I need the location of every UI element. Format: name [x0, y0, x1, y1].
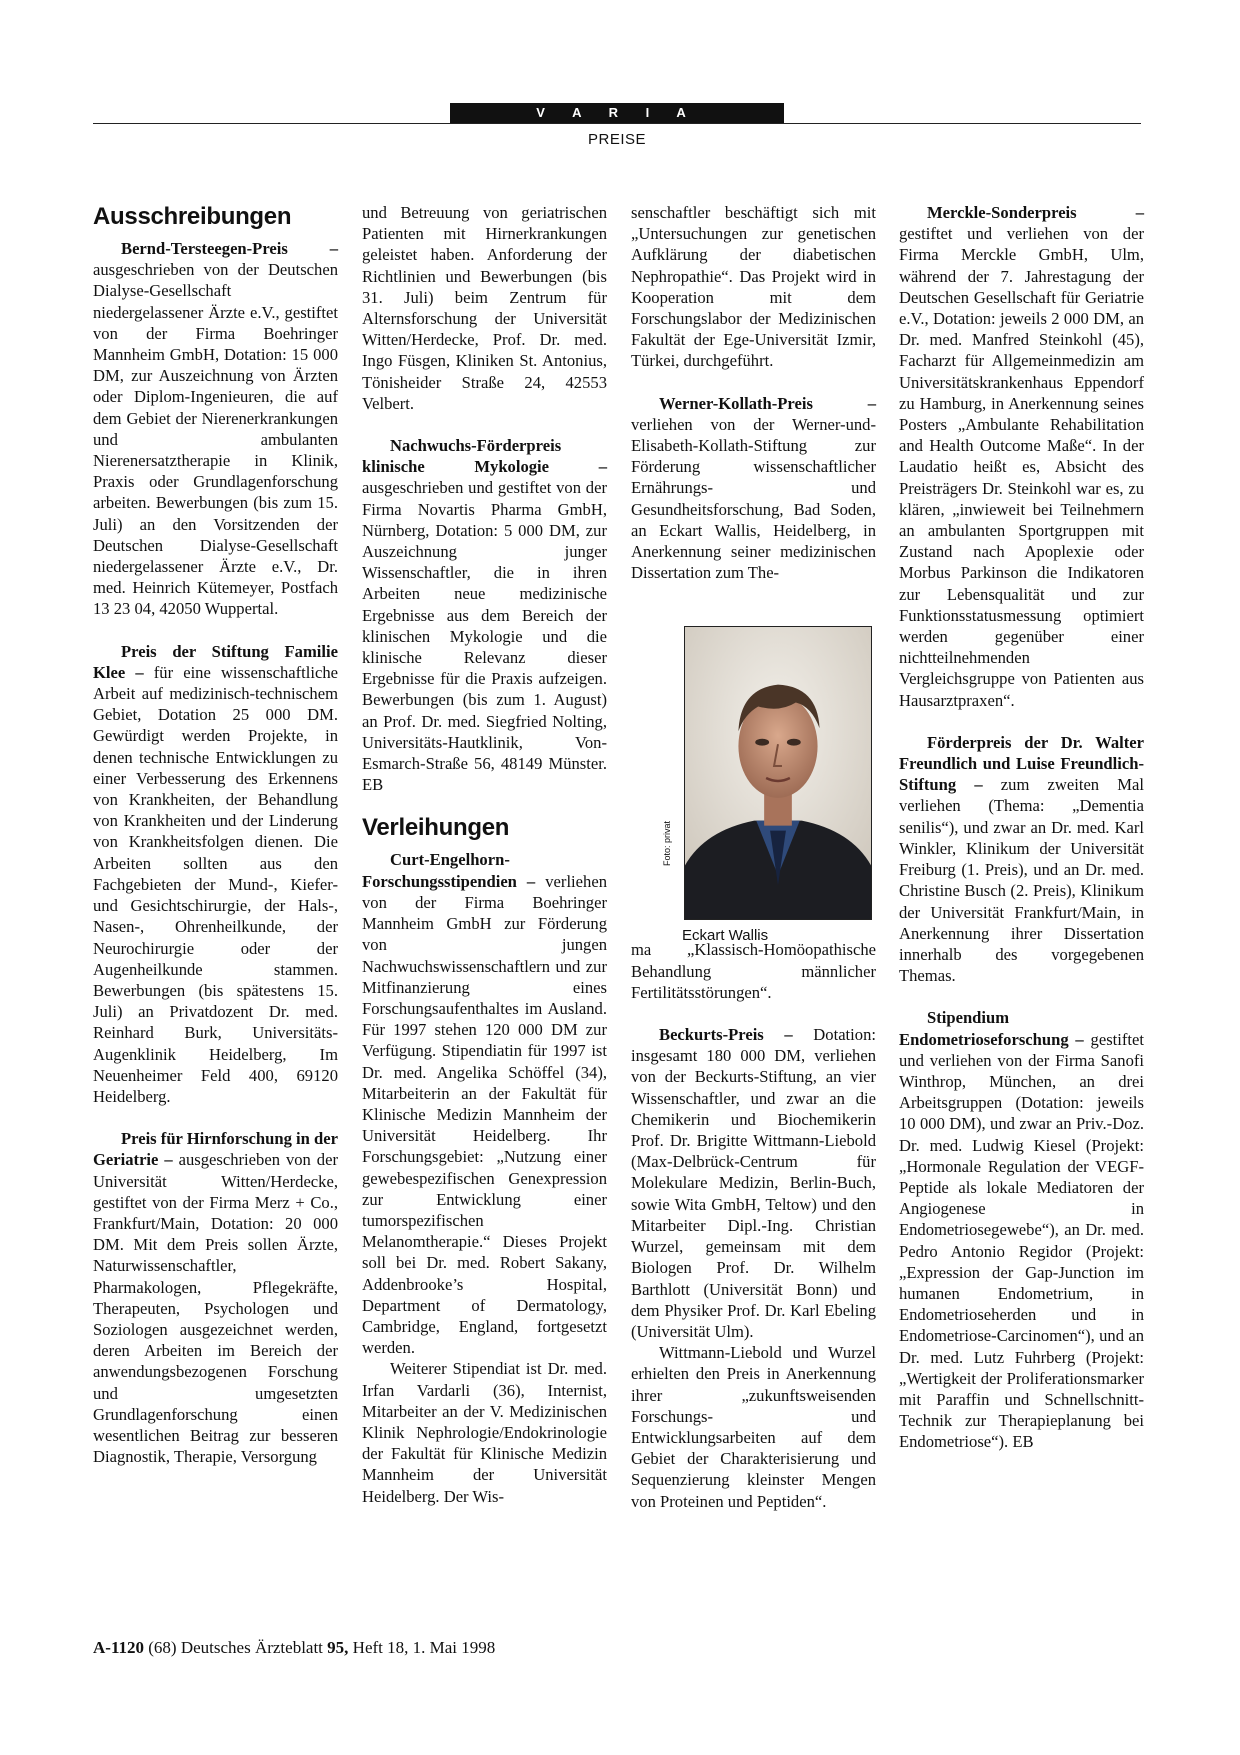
paragraph: Wittmann-Liebold und Wurzel erhielten den Preis in Anerkennung ihrer „zukunftsweisenden Forschungs- und Entwicklungsarbeiten auf dem Gebiet der Charakterisierung und Sequenzierung kleinster Mengen von Proteinen und Peptiden“. — [631, 1343, 876, 1511]
paragraph — [362, 435, 607, 795]
prize-title: Preis für Hirnforschung in der Geriatrie – — [93, 1129, 338, 1170]
photo-caption: Eckart Wallis — [682, 927, 769, 944]
paragraph: senschaftler beschäftigt sich mit „Untersuchungen zur genetischen Aufklärung der diabetischen Nephropathie“. Das Projekt wird in Kooperation mit dem Forschungslabor der Medizinischen Fakultät der Ege-Universität Izmir, Türkei, durchgeführt. — [631, 203, 876, 371]
column-2 — [362, 202, 607, 1507]
prize-title: Merckle-Sonderpreis – — [927, 203, 1144, 222]
column-4 — [899, 202, 1144, 1453]
paragraph — [899, 1007, 1144, 1452]
prize-title: Beckurts-Preis – — [659, 1025, 793, 1045]
paragraph — [631, 1024, 876, 1342]
footer-text: Heft 18, 1. Mai 1998 — [348, 1638, 496, 1657]
portrait-photo — [684, 626, 872, 920]
paragraph-text: Dotation: insgesamt 180 000 DM, verliehen von der Beckurts-Stiftung, an vier Wissenschaftler, und zwar an die Chemikerin und Biochemikerin Prof. Dr. Brigitte Wittmann-Liebold (Max-Delbrück-Centrum für Molekulare Medizin, Berlin-Buch, sowie Wita GmbH, Teltow) und den Mitarbeiter Dipl.-Ing. Christian Wurzel, gemeinsam mit dem Biologen Prof. Dr. Wilhelm Barthlott (Universität Bonn) und dem Physiker Prof. Dr. Karl Ebeling (Universität Ulm). — [631, 1025, 876, 1341]
footer-text: (68) Deutsches Ärzteblatt — [144, 1638, 328, 1657]
paragraph-text: für eine wissenschaftliche Arbeit auf medizinisch-technischem Gebiet, Dotation 25 000 DM. Gewürdigt werden Projekte, in denen technische Entwicklungen zu einer Verbesserung des Erkennens von Krankheiten, der Behandlung von Krankheiten und der Linderung von Krankheitsfolgen dienen. Die Arbeiten sollten aus den Fachgebieten der Mund-, Kiefer- und Gesichtschirurgie, der Hals-, Nasen-, Ohrenheilkunde, der Neurochirurgie oder der Augenheilkunde stammen. Bewerbungen (bis spätestens 15. Juli) an Privatdozent Dr. med. Reinhard Burk, Universitäts-Augenklinik Heidelberg, Im Neuenheimer Feld 400, 69120 Heidelberg. — [93, 662, 338, 1106]
paragraph-text: ausgeschrieben und gestiftet von der Firma Novartis Pharma GmbH, Nürnberg, Dotation: 5 000 DM, zur Auszeichnung junger Wissenschaftler, die in ihren Arbeiten neue medizinische Ergebnisse aus dem Bereich der klinischen Mykologie und die klinische Relevanz dieser Ergebnisse für die Praxis aufzeigen. Bewerbungen (bis zum 1. August) an Prof. Dr. med. Siegfried Nolting, Universitäts-Hautklinik, Von-Esmarch-Straße 56, 48149 Münster. EB — [362, 478, 607, 795]
subsection-label: PREISE — [587, 131, 647, 148]
prize-title: Bernd-Tersteegen-Preis – — [121, 239, 338, 258]
paragraph — [362, 849, 607, 1358]
paragraph — [631, 393, 876, 584]
prize-title: Stipendium Endometrioseforschung – — [899, 1008, 1084, 1049]
header-rule — [93, 123, 1141, 124]
prize-title: Curt-Engelhorn-Forschungsstipendien – — [362, 850, 536, 891]
paragraph-text: ausgeschrieben von der Deutschen Dialyse-Gesellschaft niedergelassener Ärzte e.V., gestiftet von der Firma Boehringer Mannheim GmbH, Dotation: 15 000 DM, zur Auszeichnung von Ärzten oder Diplom-Ingenieuren, die auf dem Gebiet der Nierenerkrankungen und ambulanten Nierenersatztherapie in Klinik, Praxis oder Grundlagenforschung arbeiten. Bewerbungen (bis zum 15. Juli) an den Vorsitzenden der Deutschen Dialyse-Gesellschaft niedergelassener Ärzte e.V., Dr. med. Heinrich Kütemeyer, Postfach 13 23 04, 42050 Wuppertal. — [93, 260, 338, 619]
heading-ausschreibungen: Ausschreibungen — [93, 203, 292, 230]
paragraph-text: gestiftet und verliehen von der Firma Sanofi Winthrop, München, an drei Arbeitsgruppen (Dotation: jeweils 10 000 DM), und zwar an Priv.-Doz. Dr. med. Ludwig Kiesel (Projekt: „Hormonale Regulation der VEGF-Peptide als lokale Mediatoren der Angiogenese in Endometriosegewebe“), an Dr. med. Pedro Antonio Regidor (Projekt: „Expression der Gap-Junction im humanen Endometrium, in Endometrioseherden und in Endometriose-Carcinomen“), und an Dr. med. Lutz Fuhrberg (Projekt: „Wertigkeit der Proliferationsmarker mit Paraffin und Schnellschnitt-Technik zur Therapieplanung bei Endometriose“). EB — [899, 1029, 1144, 1452]
paragraph: und Betreuung von geriatrischen Patienten mit Hirnerkrankungen geleistet haben. Anforderung der Richtlinien und Bewerbungen (bis 31. Juli) beim Zentrum für Alternsforschung der Universität Witten/Herdecke, Prof. Dr. med. Ingo Füsgen, Kliniken St. Antonius, Tönisheider Straße 24, 42553 Velbert. — [362, 203, 607, 413]
prize-title: Nachwuchs-Förderpreis klinische Mykologie – — [362, 436, 607, 477]
paragraph-text: verliehen von der Werner-und-Elisabeth-Kollath-Stiftung zur Förderung wissenschaftlicher Ernährungs- und Gesundheitsforschung, Bad Soden, an Eckart Wallis, Heidelberg, in Anerkennung seiner medizinischen Dissertation zum The- — [631, 414, 876, 583]
paragraph — [93, 238, 338, 620]
page-footer — [93, 1638, 495, 1658]
paragraph-text: zum zweiten Mal verliehen (Thema: „Dementia senilis“), und zwar an Dr. med. Karl Winkler, Klinikum der Universität Freiburg (1. Preis), und an Dr. med. Christine Busch (2. Preis), Klinikum der Universität Frankfurt/Main, in Anerkennung ihrer Dissertation innerhalb des vorgegebenen Themas. — [899, 775, 1144, 986]
paragraph — [93, 1128, 338, 1467]
paragraph: Weiterer Stipendiat ist Dr. med. Irfan Vardarli (36), Internist, Mitarbeiter an der V. Medizinischen Klinik Nephrologie/Endokrinologie der Fakultät für Klinische Medizin Mannheim der Universität Heidelberg. Der Wis- — [362, 1359, 607, 1506]
prize-title: Förderpreis der Dr. Walter Freundlich und Luise Freundlich-Stiftung – — [899, 732, 1144, 795]
paragraph — [899, 202, 1144, 711]
footer-volume: 95, — [327, 1638, 349, 1657]
paragraph-text: verliehen von der Firma Boehringer Mannheim GmbH zur Förderung von jungen Nachwuchswissenschaftlern und zur Mitfinanzierung eines Forschungsaufenthaltes im Ausland. Für 1997 stehen 120 000 DM zur Verfügung. Stipendiatin für 1997 ist Dr. med. Angelika Schöffel (34), Mitarbeiterin an der Fakultät für Klinische Medizin Mannheim der Universität Heidelberg. Ihr Forschungsgebiet: „Nutzung einer gewebespezifischen Genexpression zur Entwicklung einer tumorspezifischen Melanomtherapie.“ Dieses Projekt soll bei Dr. med. Robert Sakany, Addenbrooke’s Hospital, Department of Dermatology, Cambridge, England, fortgesetzt werden. — [362, 871, 607, 1358]
column-1 — [93, 202, 338, 1467]
prize-title: Werner-Kollath-Preis – — [659, 393, 876, 413]
page-number: A-1120 — [93, 1638, 144, 1657]
section-banner: V A R I A — [450, 103, 784, 123]
paragraph-text: ausgeschrieben von der Universität Witten/Herdecke, gestiftet von der Firma Merz + Co., Frankfurt/Main, Dotation: 20 000 DM. Mit dem Preis sollen Ärzte, Naturwissenschaftler, Pharmakologen, Pflegekräfte, Therapeuten, Psychologen und Soziologen ausgezeichnet werden, deren Arbeiten im Bereich der anwendungsbezogenen Forschung und umgesetzten Grundlagenforschung einen wesentlichen Beitrag zur besseren Diagnostik, Therapie, Versorgung — [93, 1150, 338, 1467]
prize-title: Preis der Stiftung Familie Klee – — [93, 641, 338, 682]
paragraph: ma „Klassisch-Homöopathische Behandlung männlicher Fertilitätsstörungen“. — [631, 940, 876, 1002]
portrait-image — [684, 626, 872, 920]
paragraph — [93, 641, 338, 1107]
paragraph — [899, 732, 1144, 986]
portrait-illustration — [685, 627, 871, 919]
heading-verleihungen: Verleihungen — [362, 814, 510, 842]
photo-credit: Foto: privat — [662, 820, 672, 866]
paragraph-text: gestiftet und verliehen von der Firma Merckle GmbH, Ulm, während der 7. Jahrestagung der Deutschen Gesellschaft für Geriatrie e.V., Dotation: jeweils 2 000 DM, an Dr. med. Manfred Steinkohl (45), Facharzt für Allgemeinmedizin am Universitätskrankenhaus Eppendorf zu Hamburg, in Anerkennung seines Posters „Ambulante Rehabilitation and Health Outcome Maße“. In der Laudatio heißt es, Absicht des Preisträgers Dr. Steinkohl war es, zu klären, „inwieweit bei Teilnehmern an ambulanten Sportgruppen mit Zustand nach Apoplexie oder Morbus Parkinson die Indikatoren zur Lebensqualität und zur Funktionsstatusmessung optimiert werden gegenüber einer nichtteilnehmenden Vergleichsgruppe von Patienten aus Hausarztpraxen“. — [899, 224, 1144, 710]
